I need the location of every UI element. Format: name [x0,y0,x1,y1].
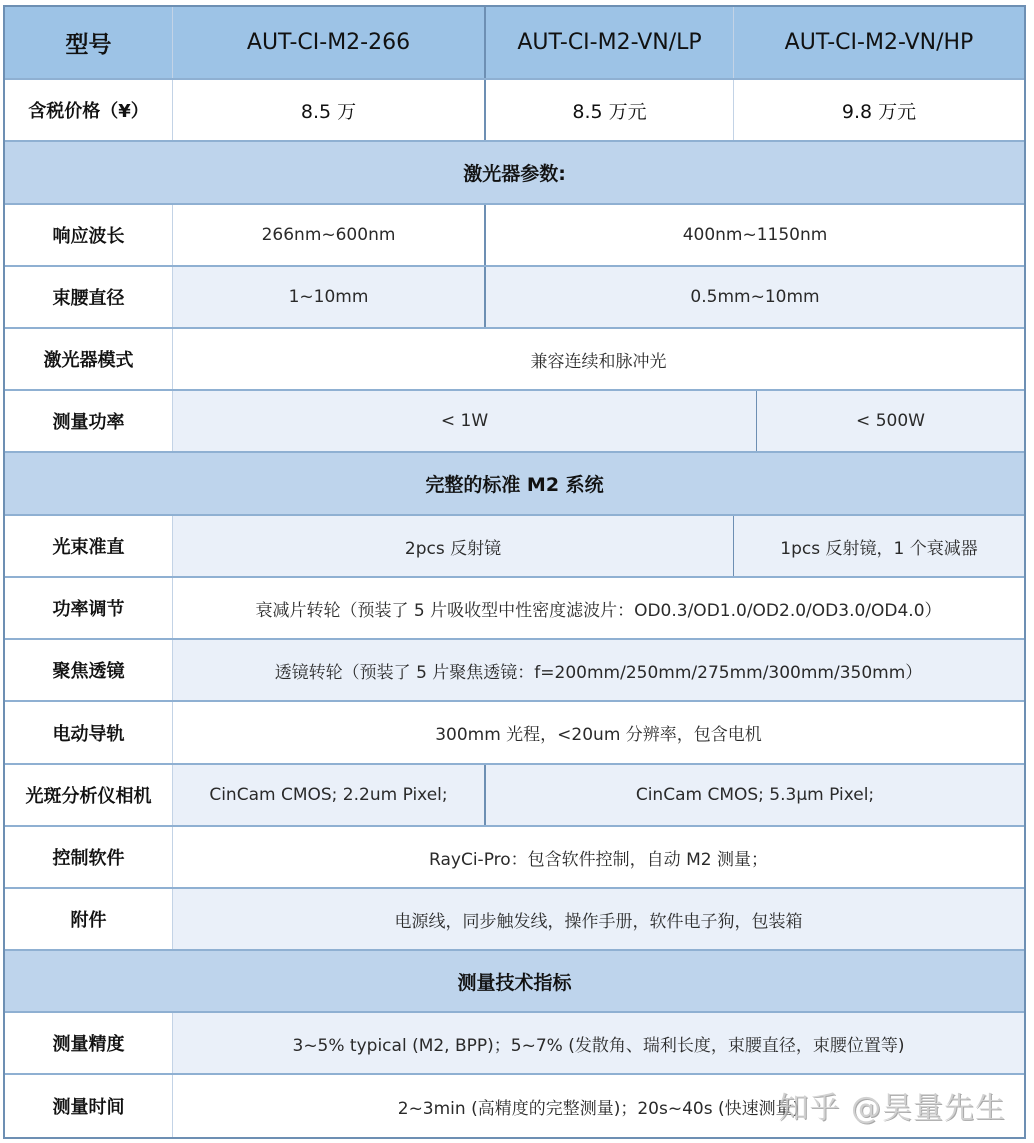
price-vn-hp: 9.8 万元 [733,80,1024,140]
row-label: 控制软件 [5,827,173,887]
table-row-power [5,391,1024,453]
header-row [5,7,1024,80]
row-value: RayCi-Pro：包含软件控制，自动 M2 测量； [173,827,1024,887]
table-row-motorized-rail [5,702,1024,765]
row-value: 2~3min (高精度的完整测量)；20s~40s (快速测量) [173,1075,1024,1137]
row-value: 1~10mm [173,267,484,327]
price-row [5,80,1024,142]
row-label: 聚焦透镜 [5,640,173,700]
table-row-laser-mode [5,329,1024,391]
row-label: 光束准直 [5,516,173,576]
table-row-collimation [5,516,1024,578]
row-value: 1pcs 反射镜，1 个衰减器 [733,516,1024,576]
row-value: 电源线，同步触发线，操作手册，软件电子狗，包装箱 [173,889,1024,949]
row-label: 功率调节 [5,578,173,638]
table-row-power-adjust [5,578,1024,640]
row-value: 300mm 光程，<20um 分辨率，包含电机 [173,702,1024,763]
row-label: 测量精度 [5,1013,173,1073]
row-value: < 1W [173,391,756,451]
row-value: 400nm~1150nm [484,205,1024,265]
section-m2-system [5,453,1024,516]
row-label: 光斑分析仪相机 [5,765,173,825]
row-value: 衰减片转轮（预装了 5 片吸收型中性密度滤波片：OD0.3/OD1.0/OD2.0/OD3.0/OD4.0） [173,578,1024,638]
table-row-software [5,827,1024,889]
table-row-accuracy [5,1013,1024,1075]
section-title: 完整的标准 M2 系统 [425,474,604,496]
model-vn-hp: AUT-CI-M2-VN/HP [733,7,1024,78]
row-label: 激光器模式 [5,329,173,389]
row-label: 附件 [5,889,173,949]
row-value: CinCam CMOS; 5.3μm Pixel; [484,765,1024,825]
row-value: CinCam CMOS; 2.2um Pixel; [173,765,484,825]
section-laser-params [5,142,1024,205]
row-label: 测量时间 [5,1075,173,1137]
section-measurement-specs [5,951,1024,1013]
watermark: 知乎 @昊量先生 [778,1091,1006,1126]
model-vn-lp: AUT-CI-M2-VN/LP [484,7,733,78]
section-title: 激光器参数: [463,163,566,185]
row-value: 兼容连续和脉冲光 [173,329,1024,389]
header-label: 型号 [5,7,173,78]
model-266: AUT-CI-M2-266 [173,7,484,78]
row-value: 266nm~600nm [173,205,484,265]
section-title: 测量技术指标 [457,971,572,994]
price-266: 8.5 万 [173,80,484,140]
row-value: 3~5% typical (M2, BPP)；5~7% (发散角、瑞利长度，束腰直径，束腰位置等) [173,1013,1024,1073]
row-value: 透镜转轮（预装了 5 片聚焦透镜：f=200mm/250mm/275mm/300mm/350mm） [173,640,1024,700]
price-label: 含税价格（¥） [5,80,173,140]
spec-table [3,5,1026,1139]
table-row-waist-diameter [5,267,1024,329]
row-value: 2pcs 反射镜 [173,516,733,576]
table-row-wavelength [5,205,1024,267]
table-row-focus-lens [5,640,1024,702]
row-label: 束腰直径 [5,267,173,327]
table-row-accessories [5,889,1024,951]
price-vn-lp: 8.5 万元 [484,80,733,140]
row-label: 电动导轨 [5,702,173,763]
row-label: 测量功率 [5,391,173,451]
row-value: < 500W [756,391,1024,451]
table-row-camera [5,765,1024,827]
row-value: 0.5mm~10mm [484,267,1024,327]
row-label: 响应波长 [5,205,173,265]
